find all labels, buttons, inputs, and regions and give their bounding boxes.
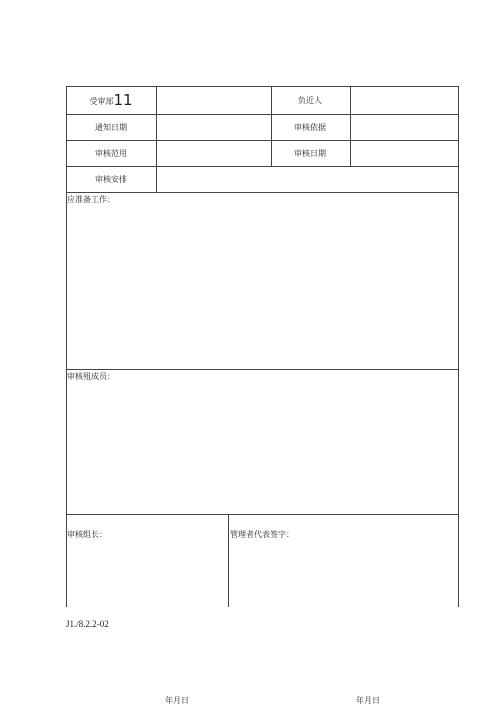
notice-date-label: 通知日期: [95, 123, 127, 132]
responsible-person-label: 负近人: [298, 96, 322, 105]
department-label-number: 11: [113, 91, 133, 109]
audit-team-members-label: 审核殂成员：: [67, 372, 115, 381]
row-divider-2: [66, 140, 459, 141]
leader-date-line: 年月日: [165, 696, 189, 705]
section-divider-team: [66, 369, 459, 370]
row-divider-1: [66, 114, 459, 115]
department-label-text: 受审部: [89, 97, 114, 106]
document-code: J1./8.2.2-02: [66, 619, 109, 629]
table-left-border: [66, 86, 67, 607]
column-divider-label-b-right: [350, 86, 351, 166]
row-divider-4: [66, 192, 459, 193]
audit-date-label: 审核日期: [294, 149, 326, 158]
column-divider-label-b-left: [271, 86, 272, 166]
column-divider-sign: [228, 514, 229, 607]
management-representative-signature-label: 管理者代表签字：: [230, 530, 294, 539]
table-top-border: [66, 86, 459, 87]
section-divider-sign: [66, 514, 459, 515]
audit-scope-label: 审核范用: [95, 149, 127, 158]
column-divider-label-a: [156, 86, 157, 192]
department-label: [89, 93, 132, 108]
audit-arrangement-label: 审核安排: [95, 175, 127, 184]
representative-date-line: 年月日: [356, 696, 380, 705]
row-divider-3: [66, 166, 459, 167]
audit-basis-label: 审核依据: [294, 123, 326, 132]
preparation-work-label: 应准备工作：: [67, 195, 115, 204]
table-right-border: [458, 86, 459, 607]
audit-team-leader-label: 审核组长：: [67, 530, 107, 539]
